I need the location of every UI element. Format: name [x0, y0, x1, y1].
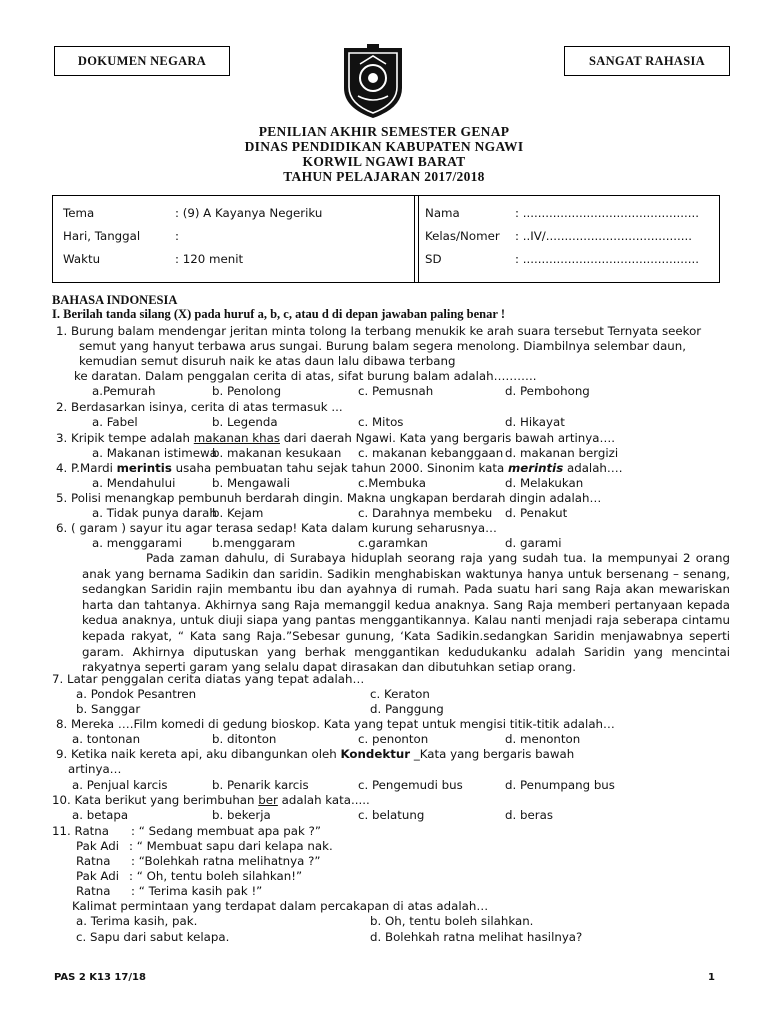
- q6-option-b[interactable]: b.menggaram: [212, 536, 296, 550]
- dialog-line-4: : “ Oh, tentu boleh silahkan!”: [129, 869, 303, 883]
- q4-option-c[interactable]: c.Membuka: [358, 476, 426, 490]
- q2-option-b[interactable]: b. Legenda: [212, 415, 278, 429]
- q10-option-c[interactable]: c. belatung: [358, 808, 425, 822]
- q9-bold-term: Kondektur: [340, 747, 411, 761]
- q3-option-b[interactable]: b. makanan kesukaan: [212, 446, 342, 460]
- question-8: 8. Mereka ….Film komedi di gedung bioskop. Kata yang tepat untuk mengisi titik-titik adalah…: [56, 717, 615, 731]
- q3-option-d[interactable]: d. makanan bergizi: [505, 446, 619, 460]
- q3-option-a[interactable]: a. Makanan istimewa: [92, 446, 217, 460]
- question-1-line-3: kemudian semut disuruh naik ke atas daun lalu dibawa terbang: [79, 354, 456, 368]
- q7-option-a[interactable]: a. Pondok Pesantren: [76, 687, 197, 701]
- q1-option-b[interactable]: b. Penolong: [212, 384, 282, 398]
- school-field[interactable]: : ...............................................: [515, 252, 699, 266]
- info-divider: [414, 196, 419, 282]
- q3-post: dari daerah Ngawi. Kata yang bergaris bawah artinya….: [279, 431, 616, 445]
- school-label: SD: [425, 252, 442, 266]
- q9-post: _Kata yang bergaris bawah: [410, 747, 575, 761]
- question-6: 6. ( garam ) sayur itu agar terasa sedap! Kata dalam kurung seharusnya…: [56, 521, 497, 535]
- q3-pre: 3. Kripik tempe adalah: [56, 431, 194, 445]
- document-badge: DOKUMEN NEGARA: [54, 46, 230, 76]
- q9-option-d[interactable]: d. Penumpang bus: [505, 778, 615, 792]
- question-4: [56, 461, 622, 475]
- q4-option-d[interactable]: d. Melakukan: [505, 476, 584, 490]
- student-info-box: [52, 195, 720, 283]
- theme-label: Tema: [63, 206, 95, 220]
- q7-option-d[interactable]: d. Panggung: [370, 702, 444, 716]
- date-value: :: [175, 229, 179, 243]
- q6-option-a[interactable]: a. menggarami: [92, 536, 183, 550]
- q5-option-a[interactable]: a. Tidak punya darah: [92, 506, 217, 520]
- dialog-line-5: : “ Terima kasih pak !”: [131, 884, 263, 898]
- q11-option-d[interactable]: d. Bolehkah ratna melihat hasilnya?: [370, 930, 583, 944]
- q10-option-b[interactable]: b. bekerja: [212, 808, 271, 822]
- time-label: Waktu: [63, 252, 101, 266]
- story-paragraph: Pada zaman dahulu, di Surabaya hiduplah seorang raja yang sudah tua. Ia mempunyai 2 orang anak yang bernama Sadikin dan saridin. Sadikin menghabiskan waktunya hanya untuk bersenang – senang, sedangkan Saridin rajin membantu ibu dan ayahnya di rumah. Pada suatu hari sang Raja akan mewariskan harta dan tahtanya. Akhirnya sang Raja memanggil kedua anaknya. Sang Raja memberi pertanyaan kepada kedua anaknya, untuk diuji siapa yang pantas menggantikannya. Kalau nanti menjadi raja seberapa cintamu kepada rakyat, “ Kata sang Raja.”Sebesar gunung, ‘Kata Sadikin.sedangkan Saridin menjawabnya seperti garam. Akhirnya diputuskan yang berhak menggantikan kedudukanku adalah Saridin yang mencintai rakyatnya seperti garam yang selalu dapat dirasakan dan dibutuhkan setiap orang.: [82, 551, 730, 675]
- q6-option-c[interactable]: c.garamkan: [358, 536, 428, 550]
- dialog-speaker-5: Ratna: [76, 884, 111, 898]
- theme-value: : (9) A Kayanya Negeriku: [175, 206, 323, 220]
- regency-emblem-icon: [340, 42, 406, 120]
- question-7: 7. Latar penggalan cerita diatas yang tepat adalah…: [52, 672, 365, 686]
- q8-option-a[interactable]: a. tontonan: [72, 732, 141, 746]
- question-9-line-2: artinya…: [68, 762, 122, 776]
- dialog-speaker-3: Ratna: [76, 854, 111, 868]
- question-1-line-4: ke daratan. Dalam penggalan cerita di atas, sifat burung balam adalah………..: [74, 369, 537, 383]
- dialog-line-1: : “ Sedang membuat apa pak ?”: [131, 824, 321, 838]
- q2-option-c[interactable]: c. Mitos: [358, 415, 404, 429]
- district-title: KORWIL NGAWI BARAT: [302, 154, 466, 169]
- q7-option-c[interactable]: c. Keraton: [370, 687, 430, 701]
- question-10: [52, 793, 370, 807]
- year-title: TAHUN PELAJARAN 2017/2018: [283, 169, 485, 184]
- q4-option-b[interactable]: b. Mengawali: [212, 476, 291, 490]
- q4-bold-term-1: merintis: [116, 461, 172, 475]
- instruction-text: I. Berilah tanda silang (X) pada huruf a, b, c, atau d di depan jawaban paling benar !: [52, 307, 505, 321]
- q9-option-b[interactable]: b. Penarik karcis: [212, 778, 309, 792]
- q11-option-c[interactable]: c. Sapu dari sabut kelapa.: [76, 930, 230, 944]
- page-number: 1: [708, 972, 715, 983]
- document-code: PAS 2 K13 17/18: [54, 972, 146, 983]
- q9-option-a[interactable]: a. Penjual karcis: [72, 778, 168, 792]
- q4-pre: 4. P.Mardi: [56, 461, 117, 475]
- q9-pre: 9. Ketika naik kereta api, aku dibangunkan oleh: [56, 747, 341, 761]
- class-field[interactable]: : ..IV/.......................................: [515, 229, 692, 243]
- question-5: 5. Polisi menangkap pembunuh berdarah dingin. Makna ungkapan berdarah dingin adalah…: [56, 491, 602, 505]
- q1-option-a[interactable]: a.Pemurah: [92, 384, 156, 398]
- q10-option-d[interactable]: d. beras: [505, 808, 553, 822]
- exam-title: PENILIAN AKHIR SEMESTER GENAP: [258, 124, 510, 139]
- dialog-line-3: : “Bolehkah ratna melihatnya ?”: [131, 854, 321, 868]
- question-2: 2. Berdasarkan isinya, cerita di atas termasuk ...: [56, 400, 343, 414]
- q11-option-a[interactable]: a. Terima kasih, pak.: [76, 914, 198, 928]
- q7-option-b[interactable]: b. Sanggar: [76, 702, 141, 716]
- q8-option-b[interactable]: b. ditonton: [212, 732, 277, 746]
- question-9: [56, 747, 574, 761]
- q9-option-c[interactable]: c. Pengemudi bus: [358, 778, 463, 792]
- q2-option-a[interactable]: a. Fabel: [92, 415, 138, 429]
- dialog-line-2: : “ Membuat sapu dari kelapa nak.: [129, 839, 333, 853]
- q3-option-c[interactable]: c. makanan kebanggaan: [358, 446, 504, 460]
- date-label: Hari, Tanggal: [63, 229, 141, 243]
- q8-option-c[interactable]: c. penonton: [358, 732, 429, 746]
- class-label: Kelas/Nomer: [425, 229, 500, 243]
- q10-post: adalah kata.....: [277, 793, 370, 807]
- question-3: [56, 431, 615, 445]
- q4-bold-term-2: merintis: [507, 461, 564, 475]
- q5-option-c[interactable]: c. Darahnya membeku: [358, 506, 493, 520]
- q10-option-a[interactable]: a. betapa: [72, 808, 129, 822]
- q8-option-d[interactable]: d. menonton: [505, 732, 581, 746]
- secrecy-badge: SANGAT RAHASIA: [564, 46, 730, 76]
- dialog-speaker-2: Pak Adi: [76, 839, 120, 853]
- q3-underlined-term: makanan khas: [193, 431, 280, 445]
- q1-option-c[interactable]: c. Pemusnah: [358, 384, 434, 398]
- dialog-speaker-1: 11. Ratna: [52, 824, 110, 838]
- question-1-line-1: 1. Burung balam mendengar jeritan minta tolong Ia terbang menukik ke arah suara tersebut Ternyata seekor: [56, 324, 702, 338]
- q4-mid: usaha pembuatan tahu sejak tahun 2000. Sinonim kata: [171, 461, 508, 475]
- name-label: Nama: [425, 206, 460, 220]
- q6-option-d[interactable]: d. garami: [505, 536, 562, 550]
- agency-title: DINAS PENDIDIKAN KABUPATEN NGAWI: [244, 139, 524, 154]
- time-value: : 120 menit: [175, 252, 244, 266]
- question-1-line-2: semut yang hanyut terbawa arus sungai. Burung balam segera menolong. Diambilnya selembar daun,: [79, 339, 687, 353]
- q10-underlined-term: ber: [258, 793, 278, 807]
- dialog-speaker-4: Pak Adi: [76, 869, 120, 883]
- q5-option-d[interactable]: d. Penakut: [505, 506, 568, 520]
- question-11: Kalimat permintaan yang terdapat dalam percakapan di atas adalah…: [72, 899, 489, 913]
- q11-option-b[interactable]: b. Oh, tentu boleh silahkan.: [370, 914, 534, 928]
- subject-heading: BAHASA INDONESIA: [52, 293, 178, 307]
- q5-option-b[interactable]: b. Kejam: [212, 506, 264, 520]
- q10-pre: 10. Kata berikut yang berimbuhan: [52, 793, 259, 807]
- q1-option-d[interactable]: d. Pembohong: [505, 384, 590, 398]
- name-field[interactable]: : ...............................................: [515, 206, 699, 220]
- q2-option-d[interactable]: d. Hikayat: [505, 415, 565, 429]
- q4-option-a[interactable]: a. Mendahului: [92, 476, 176, 490]
- q4-post: adalah….: [563, 461, 623, 475]
